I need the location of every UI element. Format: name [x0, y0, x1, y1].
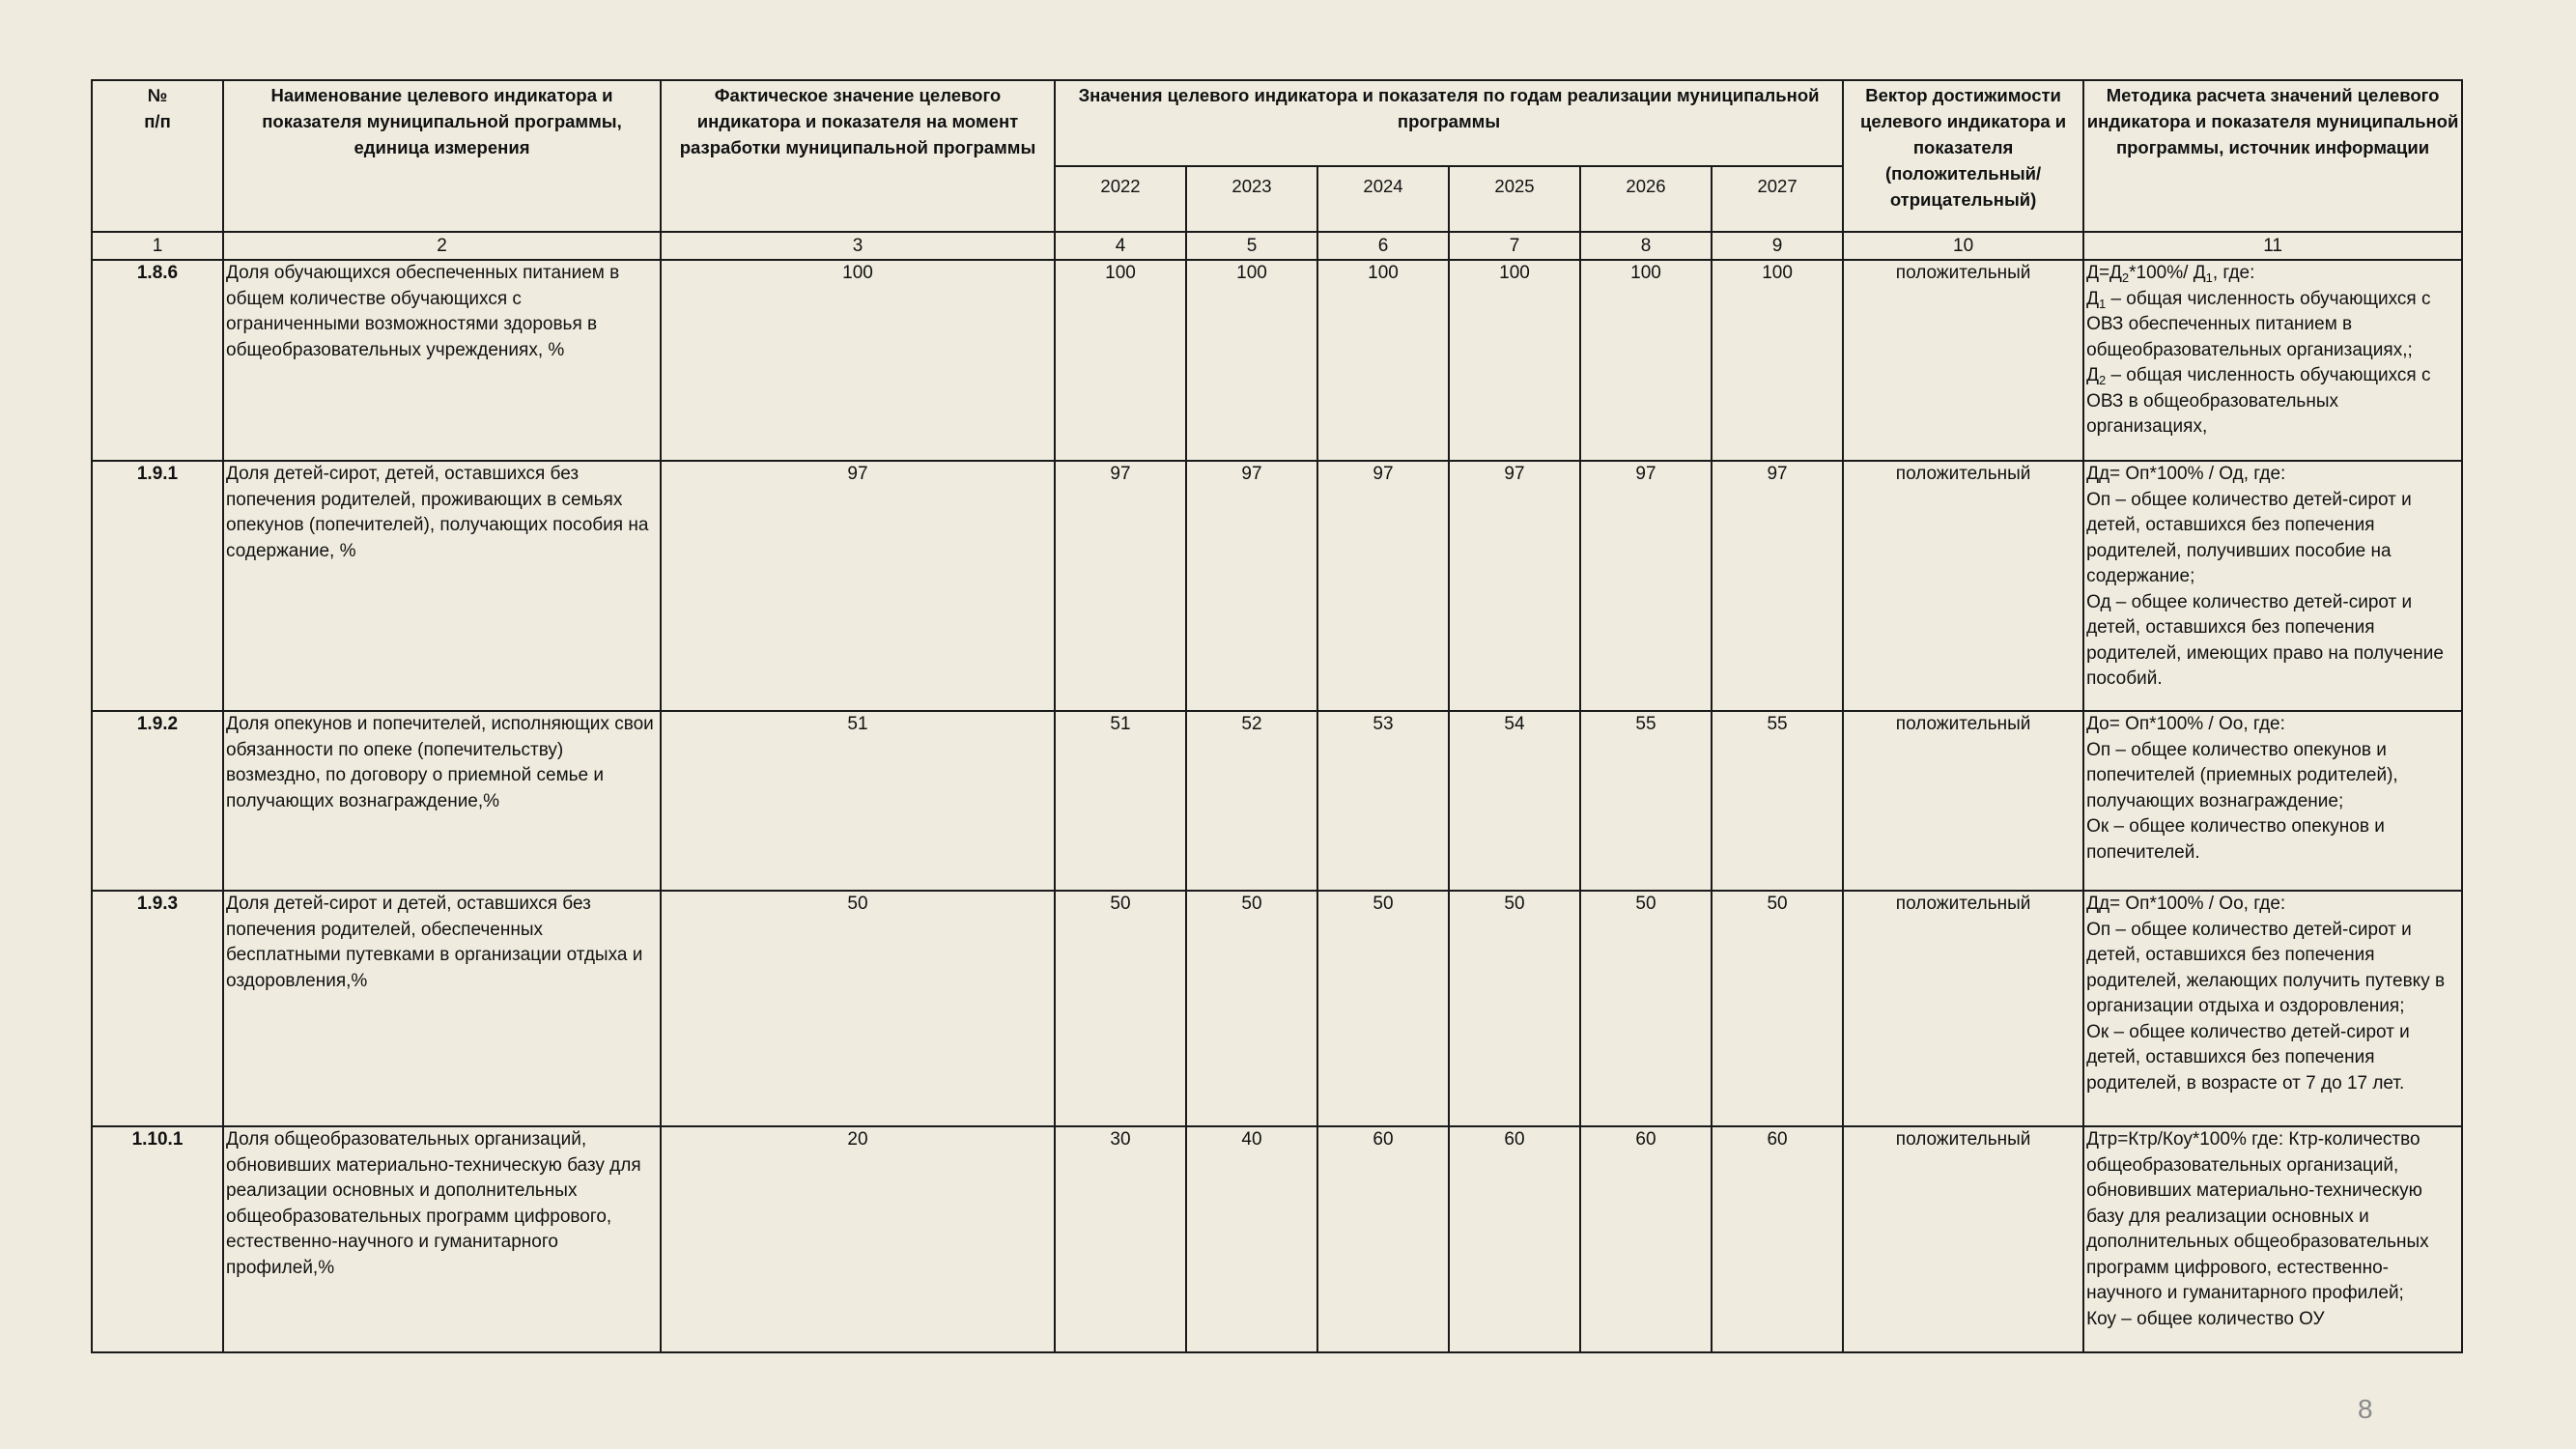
method-line: Оп – общее количество опекунов и попечителей (приемных родителей), получающих вознаграждение;	[2086, 739, 2398, 811]
indicator-name: Доля общеобразовательных организаций, обновивших материально-техническую базу для реализации основных и дополнительных общеобразовательных программ цифрового, естественно-научного и гуманитарного профилей,%	[223, 1126, 661, 1352]
method-line: Од – общее количество детей-сирот и детей, оставшихся без попечения родителей, имеющих право на получение пособий.	[2086, 591, 2444, 689]
year-value: 100	[1712, 260, 1843, 461]
row-number: 1.9.3	[92, 891, 223, 1126]
column-number: 8	[1580, 232, 1712, 260]
method-line: Дд= Оп*100% / Од, где:	[2086, 464, 2286, 484]
column-number: 11	[2083, 232, 2462, 260]
column-number: 3	[661, 232, 1055, 260]
row-number: 1.8.6	[92, 260, 223, 461]
header-vector: Вектор достижимости целевого индикатора и показателя (положительный/отрицательный)	[1843, 80, 2083, 232]
actual-value: 20	[661, 1126, 1055, 1352]
year-value: 97	[1186, 461, 1317, 711]
actual-value: 100	[661, 260, 1055, 461]
method-line: Дд= Оп*100% / Оо, где:	[2086, 894, 2286, 914]
column-number: 9	[1712, 232, 1843, 260]
indicators-table	[91, 79, 2463, 1353]
vector-value: положительный	[1843, 260, 2083, 461]
method-formula: $Д=Д_2*100\%/$ $Д_1$, где:	[2086, 263, 2255, 285]
method-text	[2083, 461, 2462, 711]
indicator-name: Доля детей-сирот, детей, оставшихся без попечения родителей, проживающих в семьях опекунов (попечителей), получающих пособия на содержание, %	[223, 461, 661, 711]
year-value: 100	[1580, 260, 1712, 461]
method-line: Дтр=Ктр/Коу*100% где: Ктр-количество общеобразовательных организаций, обновивших материально-техническую базу для реализации основных и дополнительных общеобразовательных программ цифрового, естественно-научного и гуманитарного профилей;	[2086, 1129, 2429, 1303]
page-number: 8	[2358, 1394, 2373, 1424]
header-year: 2026	[1580, 166, 1712, 232]
header-year: 2025	[1449, 166, 1580, 232]
year-value: 30	[1055, 1126, 1186, 1352]
year-value: 100	[1317, 260, 1449, 461]
year-value: 51	[1055, 711, 1186, 891]
year-value: 52	[1186, 711, 1317, 891]
indicator-name: Доля опекунов и попечителей, исполняющих свои обязанности по опеке (попечительству) возмездно, по договору о приемной семье и получающих вознаграждение,%	[223, 711, 661, 891]
column-number: 4	[1055, 232, 1186, 260]
year-value: 60	[1317, 1126, 1449, 1352]
header-actual-value: Фактическое значение целевого индикатора и показателя на момент разработки муниципальной программы	[661, 80, 1055, 232]
table-row	[92, 1126, 2462, 1352]
method-line: До= Оп*100% / Оо, где:	[2086, 714, 2285, 734]
header-number: № п/п	[92, 80, 223, 232]
column-number: 5	[1186, 232, 1317, 260]
row-number: 1.9.2	[92, 711, 223, 891]
method-text	[2083, 891, 2462, 1126]
actual-value: 97	[661, 461, 1055, 711]
year-value: 50	[1317, 891, 1449, 1126]
vector-value: положительный	[1843, 461, 2083, 711]
year-value: 53	[1317, 711, 1449, 891]
indicator-name: Доля обучающихся обеспеченных питанием в общем количестве обучающихся с ограниченными возможностями здоровья в общеобразовательных учреждениях, %	[223, 260, 661, 461]
method-line: Оп – общее количество детей-сирот и детей, оставшихся без попечения родителей, получивших пособие на содержание;	[2086, 489, 2412, 586]
year-value: 50	[1186, 891, 1317, 1126]
column-numbers-row	[92, 232, 2462, 260]
method-text	[2083, 260, 2462, 461]
method-text	[2083, 1126, 2462, 1352]
method-text	[2083, 711, 2462, 891]
year-value: 60	[1712, 1126, 1843, 1352]
year-value: 55	[1712, 711, 1843, 891]
year-value: 97	[1449, 461, 1580, 711]
column-number: 6	[1317, 232, 1449, 260]
year-value: 50	[1580, 891, 1712, 1126]
column-number: 10	[1843, 232, 2083, 260]
vector-value: положительный	[1843, 1126, 2083, 1352]
header-method: Методика расчета значений целевого индикатора и показателя муниципальной программы, источник информации	[2083, 80, 2462, 232]
header-year: 2022	[1055, 166, 1186, 232]
year-value: 97	[1055, 461, 1186, 711]
year-value: 40	[1186, 1126, 1317, 1352]
table-row	[92, 461, 2462, 711]
year-value: 54	[1449, 711, 1580, 891]
indicator-name: Доля детей-сирот и детей, оставшихся без попечения родителей, обеспеченных бесплатными путевками в организации отдыха и оздоровления,%	[223, 891, 661, 1126]
row-number: 1.10.1	[92, 1126, 223, 1352]
year-value: 97	[1712, 461, 1843, 711]
method-line: $Д_2$ – общая численность обучающихся с ОВЗ в общеобразовательных организациях,	[2086, 365, 2431, 437]
header-indicator-name: Наименование целевого индикатора и показателя муниципальной программы, единица измерения	[223, 80, 661, 232]
column-number: 1	[92, 232, 223, 260]
table-row	[92, 891, 2462, 1126]
table-row	[92, 711, 2462, 891]
header-year: 2023	[1186, 166, 1317, 232]
year-value: 100	[1449, 260, 1580, 461]
header-years-group: Значения целевого индикатора и показателя по годам реализации муниципальной программы	[1055, 80, 1843, 166]
column-number: 2	[223, 232, 661, 260]
vector-value: положительный	[1843, 711, 2083, 891]
method-line: Коу – общее количество ОУ	[2086, 1308, 2325, 1329]
method-line: Ок – общее количество опекунов и попечителей.	[2086, 816, 2385, 863]
method-line: $Д_1$ – общая численность обучающихся с ОВЗ обеспеченных питанием в общеобразовательных организациях,;	[2086, 288, 2431, 360]
year-value: 60	[1449, 1126, 1580, 1352]
header-year: 2027	[1712, 166, 1843, 232]
actual-value: 50	[661, 891, 1055, 1126]
year-value: 50	[1055, 891, 1186, 1126]
column-number: 7	[1449, 232, 1580, 260]
year-value: 97	[1580, 461, 1712, 711]
year-value: 100	[1186, 260, 1317, 461]
row-number: 1.9.1	[92, 461, 223, 711]
year-value: 60	[1580, 1126, 1712, 1352]
year-value: 50	[1449, 891, 1580, 1126]
actual-value: 51	[661, 711, 1055, 891]
header-year: 2024	[1317, 166, 1449, 232]
year-value: 50	[1712, 891, 1843, 1126]
method-line: Ок – общее количество детей-сирот и детей, оставшихся без попечения родителей, в возрасте от 7 до 17 лет.	[2086, 1021, 2410, 1094]
year-value: 97	[1317, 461, 1449, 711]
method-line: Оп – общее количество детей-сирот и детей, оставшихся без попечения родителей, желающих получить путевку в организации отдыха и оздоровления;	[2086, 919, 2446, 1016]
vector-value: положительный	[1843, 891, 2083, 1126]
year-value: 55	[1580, 711, 1712, 891]
table-row	[92, 260, 2462, 461]
year-value: 100	[1055, 260, 1186, 461]
